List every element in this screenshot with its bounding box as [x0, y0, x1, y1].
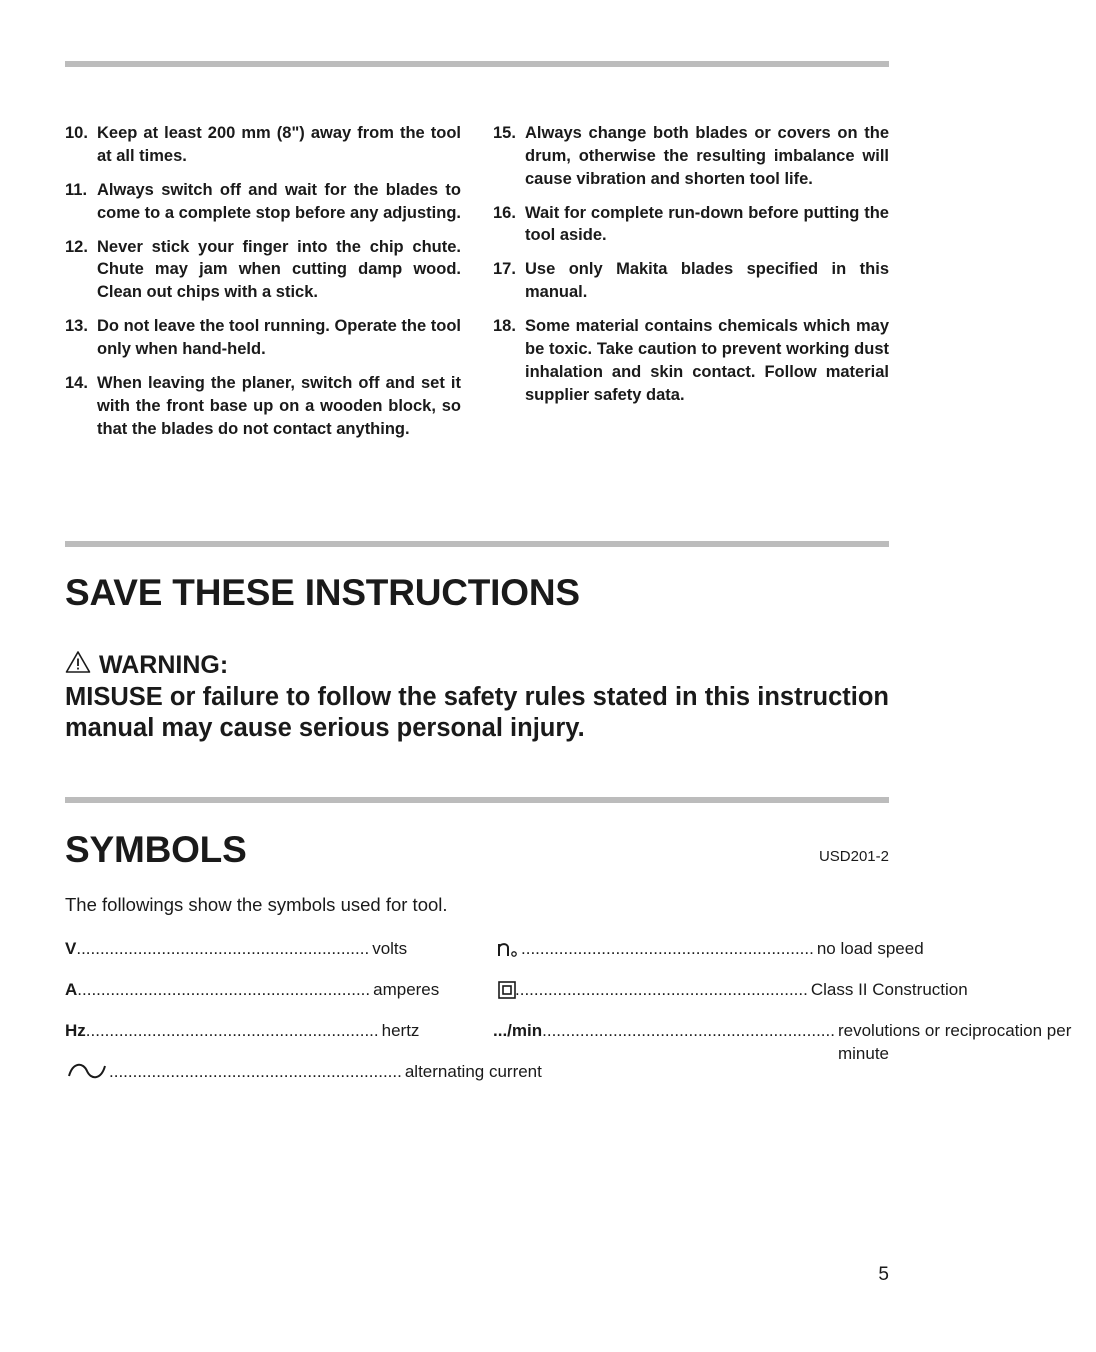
symbols-heading: SYMBOLS: [65, 829, 247, 870]
symbol-desc: volts: [372, 939, 408, 958]
top-divider: [65, 61, 889, 67]
symbol-row-hertz: [65, 1019, 420, 1042]
rule-item: 14. When leaving the planer, switch off and set it with the front base up on a wooden block, so that the blades do not contact anything.: [65, 373, 461, 438]
rule-item: 15. Always change both blades or covers on the drum, otherwise the resulting imbalance will cause vibration and shorten tool life.: [493, 124, 889, 188]
leader-dots: ..............................................................: [515, 980, 808, 999]
alternating-current-icon: [65, 1060, 109, 1088]
rule-item: 13. Do not leave the tool running. Operate the tool only when hand-held.: [65, 317, 461, 358]
symbol-desc: hertz: [381, 1021, 420, 1040]
symbol-row-class-ii: [493, 978, 968, 1006]
warning-text: MISUSE or failure to follow the safety rules stated in this instruction manual may cause serious personal injury.: [65, 683, 889, 742]
rules-right-column: [493, 122, 889, 418]
symbol-desc: revolutions or reciprocation per minute: [837, 1021, 1072, 1063]
symbol-label: .../min: [493, 1021, 543, 1040]
symbol-desc: no load speed: [816, 939, 924, 958]
symbols-intro: The followings show the symbols used for tool.: [65, 894, 448, 915]
rule-item: 12. Never stick your finger into the chip chute. Chute may jam when cutting damp wood. Clean out chips with a stick.: [65, 237, 461, 302]
symbol-row-volts: [65, 937, 408, 960]
warning-title-row: [65, 648, 889, 682]
warning-block: [65, 648, 889, 744]
rule-item: 18. Some material contains chemicals which may be toxic. Take caution to prevent working dust inhalation and skin contact. Follow material supplier safety data.: [493, 317, 889, 404]
leader-dots: ..............................................................: [521, 939, 814, 958]
rules-left-column: [65, 122, 461, 452]
leader-dots: ..............................................................: [542, 1021, 835, 1040]
section-divider: [65, 541, 889, 547]
rule-item: 10. Keep at least 200 mm (8") away from the tool at all times.: [65, 124, 461, 165]
rule-item: 17. Use only Makita blades specified in this manual.: [493, 260, 889, 302]
symbol-row-amperes: [65, 978, 440, 1001]
leader-dots: ..............................................................: [76, 939, 370, 958]
rule-item: 16. Wait for complete run-down before putting the tool aside.: [493, 203, 889, 245]
document-code: USD201-2: [818, 848, 889, 865]
save-instructions-heading: SAVE THESE INSTRUCTIONS: [65, 572, 580, 613]
leader-dots: ..............................................................: [109, 1062, 402, 1081]
leader-dots: ..............................................................: [77, 980, 371, 999]
symbol-row-no-load-speed: [493, 937, 924, 965]
warning-title: WARNING:: [99, 650, 229, 679]
warning-triangle-icon: [65, 648, 99, 682]
page-number: 5: [878, 1264, 889, 1285]
leader-dots: ..............................................................: [85, 1021, 379, 1040]
symbol-label: V: [65, 939, 77, 958]
symbol-desc: Class II Construction: [810, 980, 968, 999]
symbol-desc: amperes: [373, 980, 440, 999]
section-divider: [65, 797, 889, 803]
symbol-row-per-minute: [493, 1019, 1072, 1065]
symbol-row-alternating-current: [65, 1060, 542, 1088]
no-load-speed-icon: [493, 937, 521, 965]
symbol-desc: alternating current: [404, 1062, 542, 1081]
rule-item: 11. Always switch off and wait for the blades to come to a complete stop before any adjusting.: [65, 180, 461, 222]
class-ii-construction-icon: [493, 978, 515, 1006]
symbol-label: A: [65, 980, 78, 999]
symbol-label: Hz: [65, 1021, 86, 1040]
